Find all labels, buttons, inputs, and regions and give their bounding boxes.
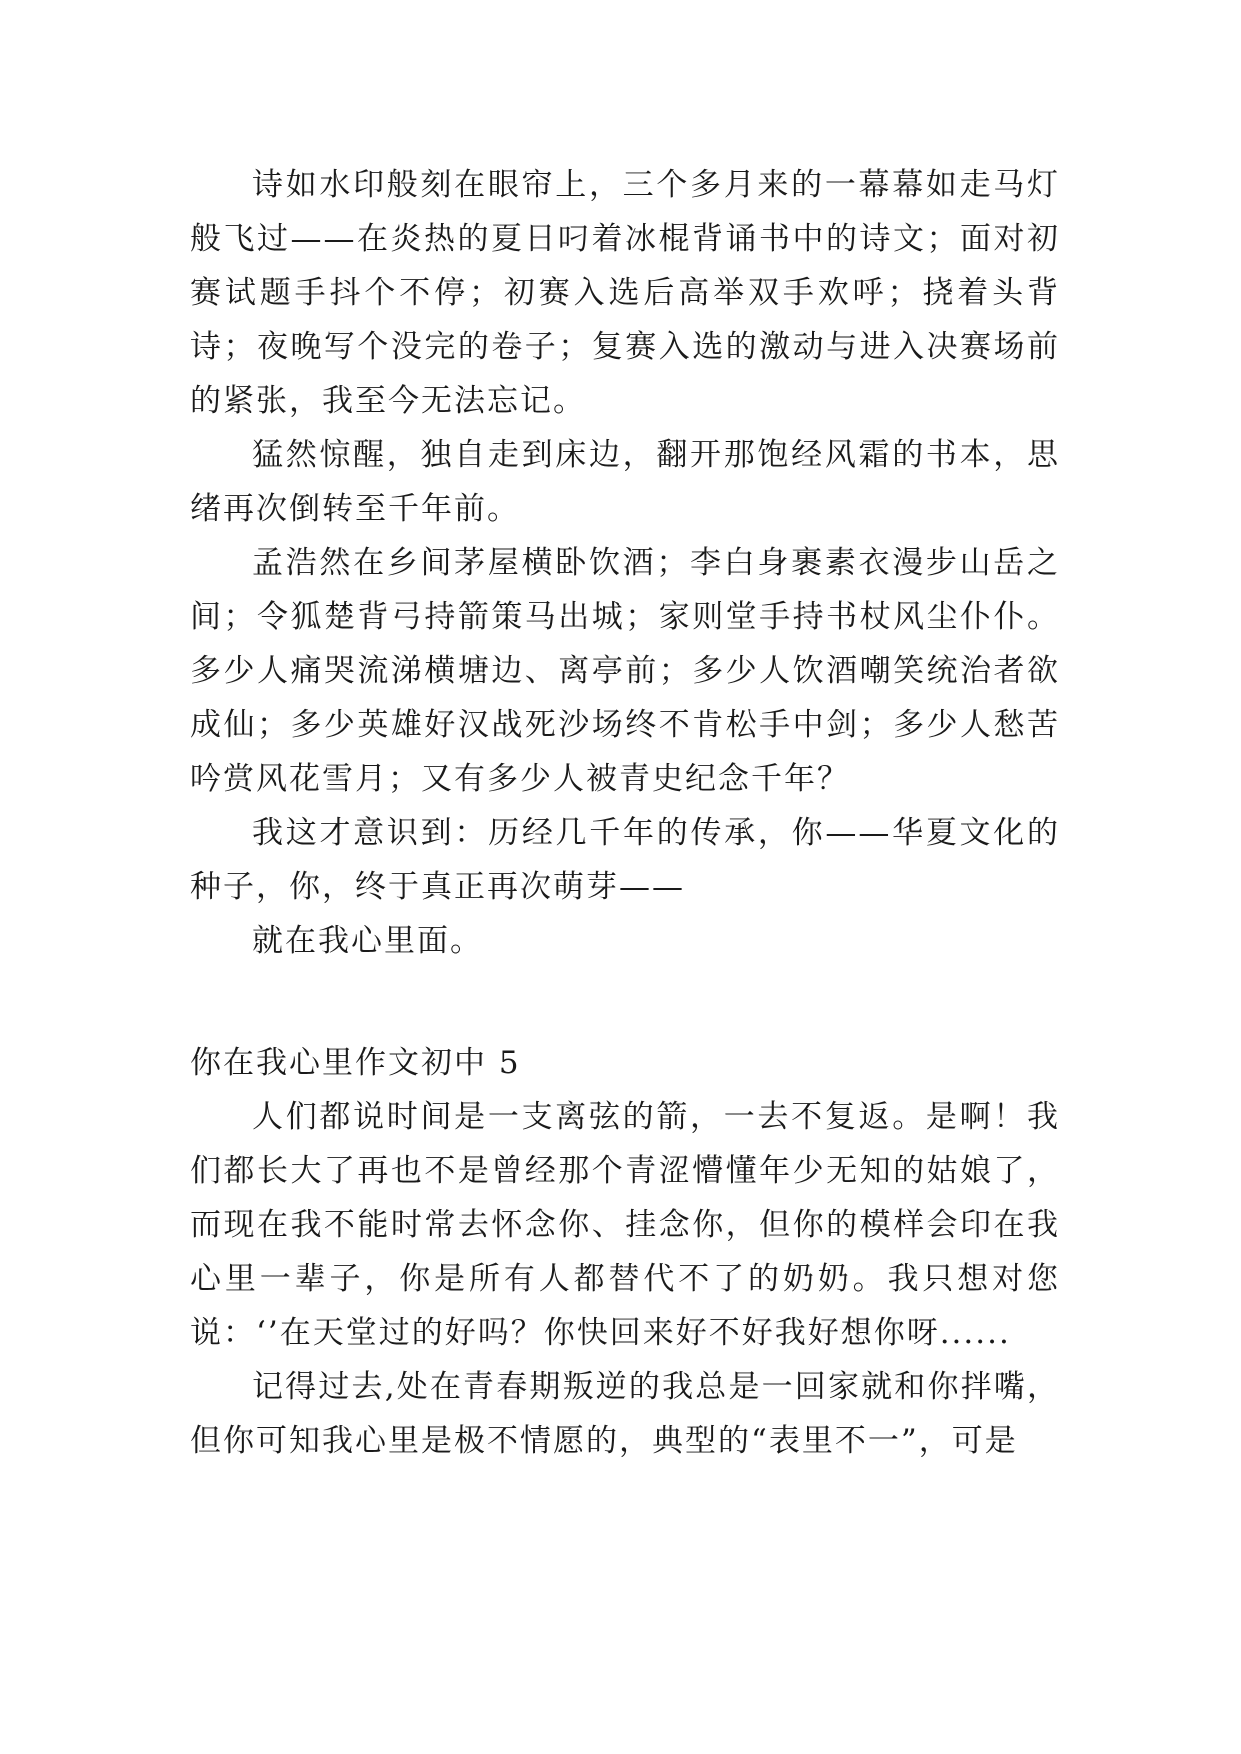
paragraph: 诗如水印般刻在眼帘上，三个多月来的一幕幕如走马灯般飞过——在炎热的夏日叼着冰棍背诵书中的诗文；面对初赛试题手抖个不停；初赛入选后高举双手欢呼；挠着头背诗；夜晚写个没完的卷子；复赛入选的激动与进入决赛场前的紧张，我至今无法忘记。 bbox=[190, 167, 1060, 419]
paragraph: 人们都说时间是一支离弦的箭，一去不复返。是啊！我们都长大了再也不是曾经那个青涩懵懂年少无知的姑娘了，而现在我不能时常去怀念你、挂念你，但你的模样会印在我心里一辈子，你是所有人都替代不了的奶奶。我只想对您说：‘’在天堂过的好吗？你快回来好不好我好想你呀...... bbox=[190, 1099, 1060, 1351]
paragraph: 就在我心里面。 bbox=[252, 923, 483, 959]
section-heading: 你在我心里作文初中 5 bbox=[190, 1045, 521, 1081]
paragraph: 我这才意识到：历经几千年的传承，你——华夏文化的种子，你，终于真正再次萌芽—— bbox=[190, 815, 1060, 905]
paragraph: 记得过去,处在青春期叛逆的我总是一回家就和你拌嘴，但你可知我心里是极不情愿的，典型的“表里不一”，可是 bbox=[190, 1369, 1060, 1459]
paragraph: 猛然惊醒，独自走到床边，翻开那饱经风霜的书本，思绪再次倒转至千年前。 bbox=[190, 437, 1060, 527]
document-body bbox=[190, 158, 1060, 1468]
paragraph: 孟浩然在乡间茅屋横卧饮酒；李白身裹素衣漫步山岳之间；令狐楚背弓持箭策马出城；家则堂手持书杖风尘仆仆。多少人痛哭流涕横塘边、离亭前；多少人饮酒嘲笑统治者欲成仙；多少英雄好汉战死沙场终不肯松手中剑；多少人愁苦吟赏风花雪月；又有多少人被青史纪念千年？ bbox=[190, 545, 1060, 797]
